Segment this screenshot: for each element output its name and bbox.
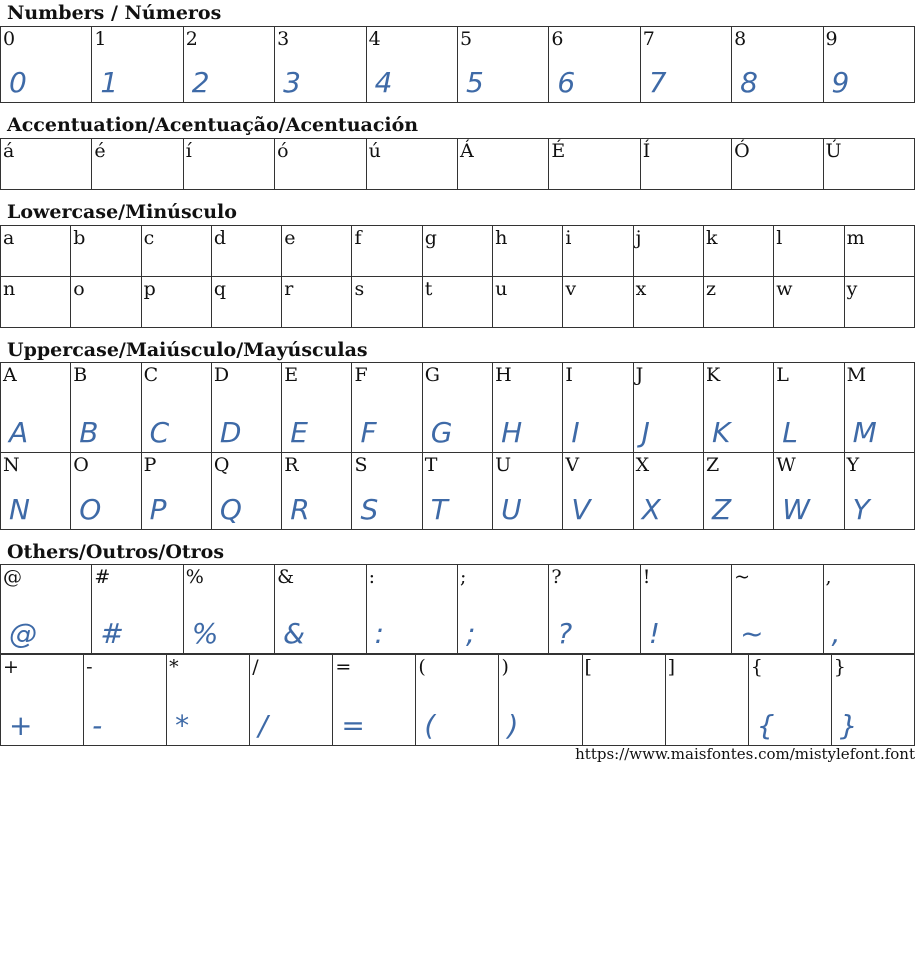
glyph-cell (549, 27, 640, 103)
character-label: s (354, 278, 365, 300)
glyph-cell (71, 226, 141, 277)
glyph-cell (774, 453, 844, 530)
font-glyph-preview: R (290, 493, 310, 526)
character-label: P (143, 454, 157, 476)
font-glyph-preview: 2 (191, 66, 210, 99)
character-label: L (776, 364, 789, 386)
font-glyph-preview: D (219, 416, 242, 449)
glyph-cell (633, 277, 703, 328)
glyph-cell (640, 139, 731, 190)
character-label: Ú (825, 140, 842, 162)
character-label: ( (418, 656, 426, 678)
character-label: c (143, 227, 155, 249)
glyph-cell (748, 654, 831, 745)
font-glyph-preview: V (571, 493, 591, 526)
character-label: = (335, 656, 352, 678)
character-label: @ (3, 566, 22, 588)
glyph-cell (422, 277, 492, 328)
glyph-cell (493, 226, 563, 277)
font-glyph-preview: , (831, 617, 841, 650)
glyph-cell (549, 139, 640, 190)
glyph-cell (183, 139, 274, 190)
character-label: v (565, 278, 577, 300)
font-glyph-preview: 8 (740, 66, 758, 99)
glyph-cell (493, 453, 563, 530)
character-label: E (284, 364, 299, 386)
glyph-cell (563, 277, 633, 328)
glyph-cell (84, 654, 167, 745)
character-label: f (354, 227, 362, 249)
character-label: 9 (825, 28, 838, 50)
character-label: m (846, 227, 865, 249)
font-glyph-preview: 7 (648, 66, 667, 99)
glyph-cell (633, 363, 703, 453)
character-label: } (833, 656, 846, 678)
glyph-cell (282, 277, 352, 328)
glyph-cell (1, 453, 71, 530)
character-label: 1 (94, 28, 107, 50)
character-label: x (635, 278, 647, 300)
font-glyph-preview: B (79, 416, 99, 449)
glyph-cell (493, 277, 563, 328)
character-label: & (277, 566, 295, 588)
font-glyph-preview: A (9, 416, 29, 449)
glyph-cell (703, 277, 773, 328)
character-label: H (495, 364, 512, 386)
glyph-cell (1, 565, 92, 654)
section-title: Lowercase/Minúsculo (7, 201, 237, 223)
font-glyph-preview: ~ (740, 617, 764, 650)
glyph-table (0, 138, 915, 190)
character-label: C (143, 364, 159, 386)
glyph-cell (183, 27, 274, 103)
glyph-cell (1, 363, 71, 453)
character-label: J (635, 364, 644, 386)
font-glyph-preview: I (571, 416, 580, 449)
glyph-cell (640, 27, 731, 103)
glyph-cell (823, 565, 914, 654)
glyph-cell (831, 654, 914, 745)
section-title: Numbers / Números (7, 2, 222, 24)
character-label: M (846, 364, 867, 386)
character-label: w (776, 278, 793, 300)
font-glyph-preview: N (9, 493, 30, 526)
character-label: 0 (3, 28, 16, 50)
character-label: % (185, 566, 204, 588)
glyph-cell (499, 654, 582, 745)
glyph-cell (183, 565, 274, 654)
glyph-cell (703, 226, 773, 277)
character-label: t (424, 278, 433, 300)
character-label: r (284, 278, 294, 300)
font-glyph-preview: ( (424, 708, 436, 742)
glyph-cell (141, 226, 211, 277)
character-label: í (185, 140, 192, 162)
glyph-cell (457, 565, 548, 654)
glyph-table (0, 26, 915, 103)
glyph-cell (92, 139, 183, 190)
character-label: - (86, 656, 93, 678)
character-label: 7 (642, 28, 655, 50)
glyph-cell (282, 453, 352, 530)
glyph-cell (366, 565, 457, 654)
font-glyph-preview: / (258, 708, 268, 742)
character-label: X (635, 454, 650, 476)
table-row (1, 226, 915, 277)
font-glyph-preview: 9 (831, 66, 850, 99)
glyph-cell (703, 453, 773, 530)
font-glyph-preview: U (501, 493, 522, 526)
character-label: b (73, 227, 86, 249)
font-glyph-preview: = (341, 708, 365, 742)
font-glyph-preview: E (290, 416, 308, 449)
font-glyph-preview: @ (9, 617, 37, 650)
glyph-cell (457, 27, 548, 103)
section-title: Uppercase/Maiúsculo/Mayúsculas (7, 339, 368, 361)
glyph-cell (633, 226, 703, 277)
character-label: [ (584, 656, 592, 678)
character-label: U (495, 454, 512, 476)
glyph-cell (844, 363, 914, 453)
character-label: p (143, 278, 156, 300)
glyph-cell (250, 654, 333, 745)
character-label: Á (459, 140, 474, 162)
glyph-cell (211, 363, 281, 453)
table-row (1, 565, 915, 654)
character-label: , (825, 566, 832, 588)
font-glyph-preview: G (430, 416, 453, 449)
glyph-cell (167, 654, 250, 745)
character-label: a (3, 227, 15, 249)
character-label: ! (642, 566, 651, 588)
character-label: 6 (551, 28, 564, 50)
glyph-cell (141, 277, 211, 328)
character-label: ú (368, 140, 381, 162)
table-row (1, 363, 915, 453)
glyph-cell (844, 277, 914, 328)
character-label: Ó (734, 140, 750, 162)
glyph-cell (352, 226, 422, 277)
glyph-cell (665, 654, 748, 745)
character-label: Q (213, 454, 230, 476)
glyph-cell (823, 27, 914, 103)
glyph-cell (141, 363, 211, 453)
font-glyph-preview: Y (852, 493, 870, 526)
glyph-cell (1, 277, 71, 328)
font-glyph-preview: * (175, 708, 190, 742)
character-label: V (565, 454, 580, 476)
character-label: D (213, 364, 230, 386)
glyph-cell (366, 27, 457, 103)
character-label: R (284, 454, 299, 476)
character-label: A (3, 364, 17, 386)
glyph-cell (563, 226, 633, 277)
character-label: h (495, 227, 508, 249)
font-glyph-preview: & (283, 617, 306, 650)
glyph-cell (563, 363, 633, 453)
character-label: * (169, 656, 179, 678)
font-glyph-preview: : (374, 617, 384, 650)
font-glyph-preview: P (149, 493, 167, 526)
glyph-cell (549, 565, 640, 654)
table-row (1, 654, 915, 745)
character-label: Z (705, 454, 720, 476)
glyph-cell (457, 139, 548, 190)
glyph-cell (275, 565, 366, 654)
character-label: F (354, 364, 368, 386)
character-label: á (3, 140, 15, 162)
font-glyph-preview: 5 (465, 66, 484, 99)
font-glyph-preview: ! (648, 617, 660, 650)
character-label: G (424, 364, 440, 386)
character-label: T (424, 454, 438, 476)
font-glyph-preview: O (79, 493, 102, 526)
glyph-cell (774, 277, 844, 328)
character-label: 2 (185, 28, 198, 50)
character-label: z (705, 278, 716, 300)
glyph-cell (282, 363, 352, 453)
font-glyph-preview: # (100, 617, 124, 650)
table-row (1, 453, 915, 530)
glyph-cell (493, 363, 563, 453)
character-label: ? (551, 566, 562, 588)
font-glyph-preview: % (191, 617, 219, 650)
glyph-cell (732, 139, 823, 190)
character-label: ~ (734, 566, 751, 588)
glyph-cell (92, 27, 183, 103)
character-label: W (776, 454, 796, 476)
glyph-cell (352, 277, 422, 328)
character-label: N (3, 454, 20, 476)
character-label: O (73, 454, 89, 476)
character-label: i (565, 227, 572, 249)
glyph-cell (71, 277, 141, 328)
glyph-cell (422, 363, 492, 453)
character-label: k (705, 227, 718, 249)
glyph-table (0, 362, 915, 530)
character-label: 5 (459, 28, 473, 50)
character-label: e (284, 227, 296, 249)
font-glyph-preview: H (501, 416, 523, 449)
glyph-cell (422, 226, 492, 277)
glyph-cell (333, 654, 416, 745)
glyph-cell (71, 453, 141, 530)
glyph-cell (582, 654, 665, 745)
font-glyph-preview: F (360, 416, 377, 449)
font-glyph-preview: ; (465, 617, 476, 650)
glyph-cell (211, 277, 281, 328)
font-glyph-preview: 1 (100, 66, 119, 99)
glyph-cell (732, 565, 823, 654)
character-label: 8 (734, 28, 747, 50)
glyph-cell (352, 453, 422, 530)
table-row (1, 27, 915, 103)
character-label: l (776, 227, 783, 249)
glyph-table (0, 225, 915, 328)
character-label: { (750, 656, 763, 678)
glyph-cell (774, 363, 844, 453)
character-label: g (424, 227, 437, 249)
glyph-cell (844, 226, 914, 277)
font-glyph-preview: { (756, 708, 775, 742)
font-glyph-preview: ? (557, 617, 573, 650)
glyph-cell (633, 453, 703, 530)
character-label: / (252, 656, 259, 678)
glyph-cell (823, 139, 914, 190)
character-label: d (213, 227, 227, 249)
character-label: ) (501, 656, 509, 678)
glyph-cell (563, 453, 633, 530)
glyph-cell (732, 27, 823, 103)
source-url[interactable]: https://www.maisfontes.com/mistylefont.font (575, 745, 915, 763)
glyph-cell (416, 654, 499, 745)
character-label: u (495, 278, 508, 300)
character-label: B (73, 364, 88, 386)
glyph-table (0, 564, 915, 654)
glyph-cell (275, 27, 366, 103)
font-glyph-preview: 3 (283, 66, 301, 99)
font-glyph-preview: } (839, 708, 858, 742)
section-title: Accentuation/Acentuação/Acentuación (7, 114, 419, 136)
glyph-cell (352, 363, 422, 453)
font-glyph-preview: W (782, 493, 810, 526)
font-glyph-preview: 0 (9, 66, 27, 99)
character-label: I (565, 364, 573, 386)
character-label: 4 (368, 28, 381, 50)
glyph-cell (1, 27, 92, 103)
character-label: É (551, 140, 566, 162)
glyph-cell (640, 565, 731, 654)
character-label: Y (846, 454, 860, 476)
font-glyph-preview: X (641, 493, 661, 526)
glyph-table (0, 653, 915, 746)
character-label: # (94, 566, 111, 588)
character-label: j (635, 227, 642, 249)
character-label: é (94, 140, 106, 162)
font-glyph-preview: K (711, 416, 731, 449)
glyph-cell (366, 139, 457, 190)
glyph-cell (844, 453, 914, 530)
table-row (1, 139, 915, 190)
glyph-cell (1, 226, 71, 277)
character-label: 3 (277, 28, 290, 50)
character-label: ó (277, 140, 289, 162)
glyph-cell (422, 453, 492, 530)
character-label: y (846, 278, 858, 300)
table-row (1, 277, 915, 328)
character-label: q (213, 278, 227, 300)
glyph-cell (774, 226, 844, 277)
character-label: S (354, 454, 368, 476)
character-label: ] (667, 656, 676, 678)
glyph-cell (211, 453, 281, 530)
font-glyph-preview: - (92, 708, 103, 742)
glyph-cell (71, 363, 141, 453)
character-label: : (368, 566, 375, 588)
font-glyph-preview: Z (711, 493, 732, 526)
glyph-cell (92, 565, 183, 654)
glyph-cell (275, 139, 366, 190)
character-label: K (705, 364, 721, 386)
character-label: Í (642, 140, 651, 162)
font-glyph-preview: 6 (557, 66, 576, 99)
character-label: ; (459, 566, 467, 588)
font-glyph-preview: S (360, 493, 379, 526)
glyph-cell (141, 453, 211, 530)
glyph-cell (1, 654, 84, 745)
glyph-cell (282, 226, 352, 277)
glyph-cell (211, 226, 281, 277)
font-glyph-preview: J (641, 416, 650, 449)
font-glyph-preview: T (430, 493, 448, 526)
glyph-cell (703, 363, 773, 453)
font-glyph-preview: + (9, 708, 33, 742)
font-glyph-preview: L (782, 416, 798, 449)
font-glyph-preview: C (149, 416, 170, 449)
character-label: n (3, 278, 16, 300)
font-glyph-preview: Q (219, 493, 242, 526)
glyph-cell (1, 139, 92, 190)
character-label: o (73, 278, 85, 300)
font-glyph-preview: M (852, 416, 877, 449)
font-glyph-preview: 4 (374, 66, 393, 99)
font-glyph-preview: ) (507, 708, 519, 742)
character-label: + (3, 656, 19, 678)
section-title: Others/Outros/Otros (7, 541, 225, 563)
